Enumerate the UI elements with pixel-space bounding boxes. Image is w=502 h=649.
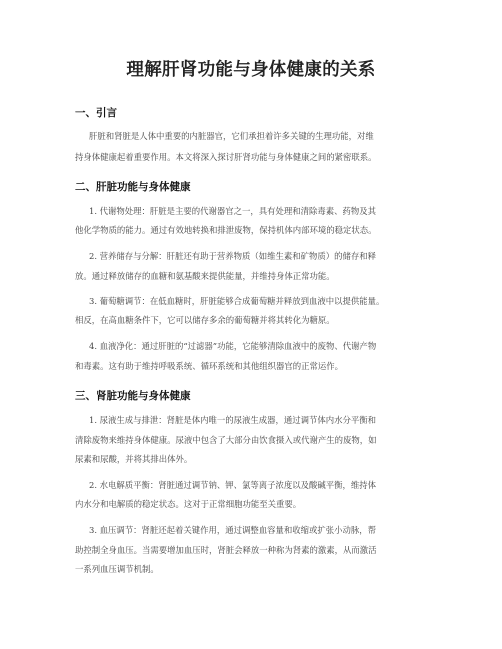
section-heading-intro: 一、引言 (75, 107, 117, 119)
paragraph-line: 他化学物质的能力。通过有效地转换和排泄废物，保持机体内部环境的稳定状态。 (75, 225, 377, 235)
paragraph-line: 3. 葡萄糖调节：在低血糖时，肝脏能够合成葡萄糖并释放到血液中以提供能量。 (89, 296, 385, 306)
paragraph-line: 3. 血压调节：肾脏还起着关键作用，通过调整血容量和收缩或扩张小动脉，帮 (89, 525, 377, 535)
paragraph-line: 2. 水电解质平衡：肾脏通过调节钠、钾、氯等离子浓度以及酸碱平衡，维持体 (89, 480, 377, 490)
paragraph-line: 4. 血液净化：通过肝脏的“过滤器”功能，它能够清除血液中的废物、代谢产物 (89, 341, 377, 351)
paragraph-line: 助控制全身血压。当需要增加血压时，肾脏会释放一种称为肾素的激素，从而激活 (75, 545, 377, 555)
paragraph-line: 一系列血压调节机制。 (75, 564, 159, 574)
paragraph-line: 和毒素。这有助于维持呼吸系统、循环系统和其他组织器官的正常运作。 (75, 361, 343, 371)
section-heading-liver: 二、肝脏功能与身体健康 (75, 181, 191, 193)
paragraph-line: 持身体健康起着重要作用。本文将深入探讨肝肾功能与身体健康之间的紧密联系。 (75, 152, 377, 162)
paragraph-line: 清除废物来维持身体健康。尿液中包含了大部分由饮食摄入或代谢产生的废物，如 (75, 435, 377, 445)
paragraph-line: 尿素和尿酸，并将其排出体外。 (75, 454, 193, 464)
paragraph-line: 2. 营养储存与分解：肝脏还有助于营养物质（如维生素和矿物质）的储存和释 (89, 251, 377, 261)
paragraph-line: 1. 代谢物处理：肝脏是主要的代谢器官之一，具有处理和清除毒素、药物及其 (89, 206, 377, 216)
paragraph-line: 相反，在高血糖条件下，它可以储存多余的葡萄糖并将其转化为糖原。 (75, 315, 335, 325)
paragraph-line: 肝脏和肾脏是人体中重要的内脏器官，它们承担着许多关键的生理功能，对维 (89, 131, 374, 141)
paragraph-line: 1. 尿液生成与排泄：肾脏是体内唯一的尿液生成器，通过调节体内水分平衡和 (89, 415, 377, 425)
section-heading-kidney: 三、肾脏功能与身体健康 (75, 390, 191, 402)
document-title: 理解肝肾功能与身体健康的关系 (126, 60, 376, 80)
paragraph-line: 内水分和电解质的稳定状态。这对于正常细胞功能至关重要。 (75, 499, 302, 509)
paragraph-line: 放。通过释放储存的血糖和氨基酸来提供能量，并维持身体正常功能。 (75, 271, 335, 281)
